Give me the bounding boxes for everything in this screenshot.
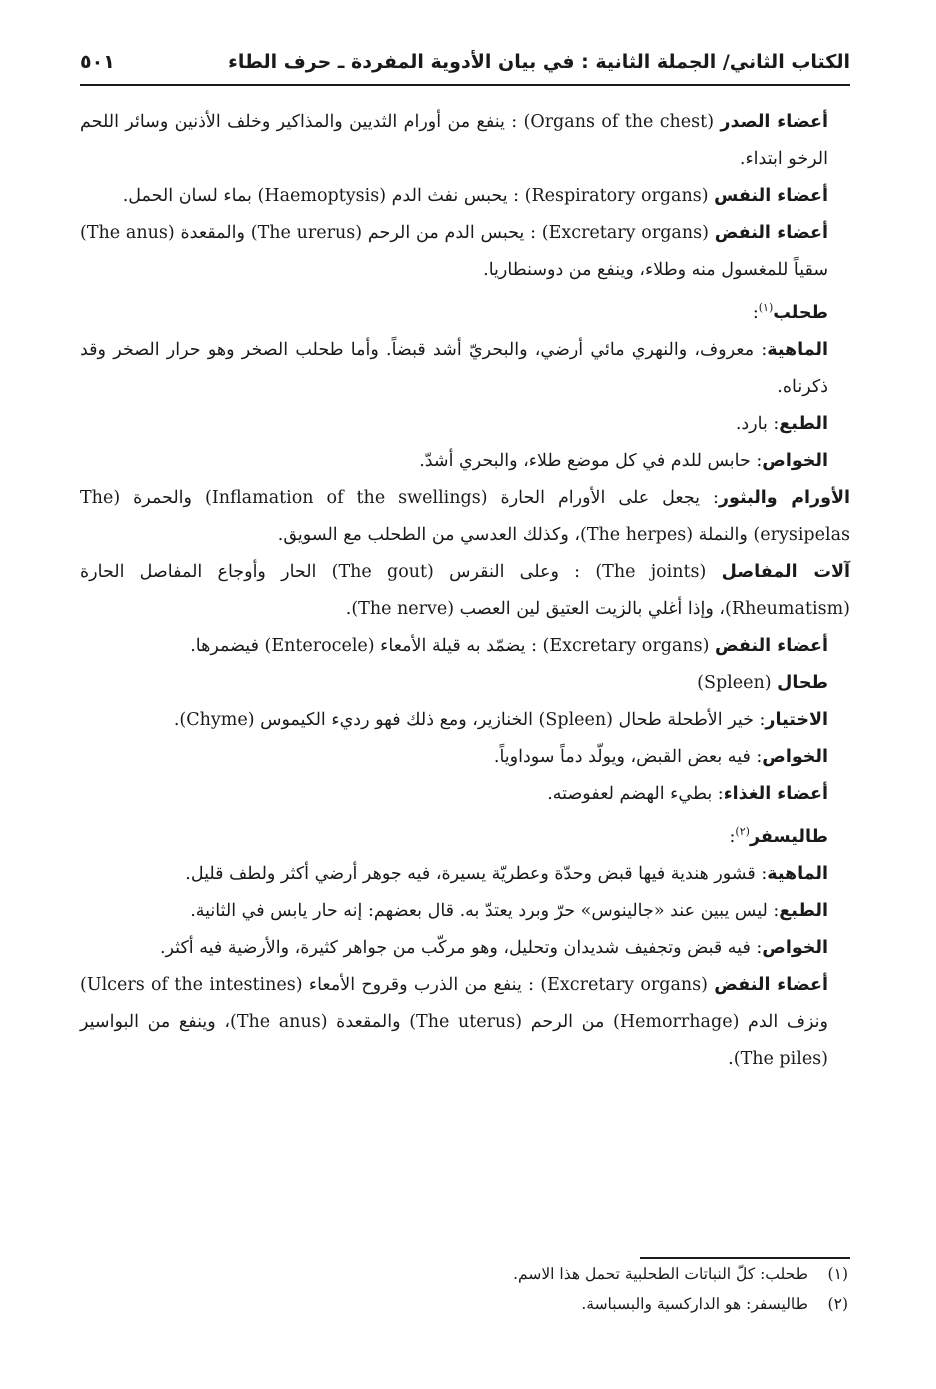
entry-text: (Spleen) <box>697 672 778 693</box>
entry-label: أعضاء النفض <box>714 974 829 995</box>
entry-label: الأورام والبثور <box>718 487 850 508</box>
paragraph <box>80 893 850 930</box>
entry-label: أعضاء النفض <box>714 223 828 243</box>
entry-text: : معروف، والنهري مائي أرضي، والبحريّ أشد قبضاً. وأما طحلب الصخر وهو حرار الصخر وقد ذكرناه. <box>80 339 828 397</box>
paragraph <box>80 930 850 967</box>
paragraph <box>80 289 850 332</box>
entry-text: : بطيء الهضم لعفوصته. <box>547 783 724 804</box>
footnote-text: : كلّ النباتات الطحلبية تحمل هذا الاسم. <box>513 1265 766 1283</box>
footnote <box>80 1289 850 1319</box>
entry-label: آلات المفاصل <box>721 561 851 582</box>
entry-text: : <box>729 826 736 847</box>
entry-text: : <box>752 302 759 323</box>
footnote-ref: (١) <box>758 301 774 314</box>
paragraph <box>80 702 850 739</box>
entry-text: : ليس يبين عند «جالينوس» حرّ وبرد يعتدّ به. قال بعضهم: إنه حار يابس في الثانية. <box>190 900 780 921</box>
entry-text: : يجعل على الأورام الحارة (Inflamation of the swellings) والحمرة (The erysipelas) والنملة (The herpes)، وكذلك العدسي من الطحلب مع السويق. <box>80 487 850 545</box>
footnote-label: طاليسفر <box>751 1295 808 1313</box>
footnote-text: : هو الداركسية والبسباسة. <box>581 1295 752 1313</box>
entry-text: : بارد. <box>735 413 780 434</box>
footnote-number: (١) <box>827 1265 848 1283</box>
paragraph <box>80 776 850 813</box>
entry-label: طحال <box>777 672 828 693</box>
footnote <box>80 1259 850 1289</box>
paragraph <box>80 178 850 215</box>
paragraph <box>80 443 850 480</box>
paragraph <box>80 480 850 554</box>
paragraph <box>80 739 850 776</box>
paragraph <box>80 104 850 178</box>
entry-text: : فيه بعض القبض، ويولّد دماً سوداوياً. <box>493 746 763 767</box>
paragraph <box>80 967 850 1078</box>
entry-label: طحلب <box>773 302 828 323</box>
footnotes <box>80 1257 850 1319</box>
entry-label: الخواص <box>762 746 828 767</box>
entry-text: : قشور هندية فيها قبض وحدّة وعطريّة يسيرة، فيه جوهر أرضي أكثر ولطف قليل. <box>185 863 768 884</box>
entry-text: (The joints) : وعلى النقرس (The gout) الحار وأوجاع المفاصل الحارة (Rheumatism)، وإذا أغلي بالزيت العتيق لين العصب (The nerve). <box>80 561 850 619</box>
entry-text: : حابس للدم في كل موضع طلاء، والبحري أشدّ. <box>419 450 763 471</box>
footnote-ref: (٢) <box>735 824 750 838</box>
book-page <box>80 0 850 1389</box>
page-header <box>80 40 850 86</box>
entry-label: الاختيار <box>765 709 828 730</box>
entry-label: أعضاء النفض <box>715 635 828 656</box>
paragraph <box>80 628 850 665</box>
paragraph <box>80 406 850 443</box>
entry-label: الماهية <box>767 339 828 360</box>
footnote-number: (٢) <box>827 1295 848 1313</box>
entry-label: أعضاء الغذاء <box>723 783 828 804</box>
paragraph <box>80 554 850 628</box>
entry-label: الخواص <box>762 450 828 471</box>
entry-label: الماهية <box>767 863 828 884</box>
entry-text: (Organs of the chest) : ينفع من أورام الثديين والمذاكير وخلف الأذنين وسائر اللحم الرخو ابتداء. <box>80 112 828 169</box>
entry-text: (Excretary organs) : يضمّد به قيلة الأمعاء (Enterocele) فيضمرها. <box>190 635 715 656</box>
entry-label: الطبع <box>779 413 828 434</box>
entry-text: (Respiratory organs) : يحبس نفث الدم (Haemoptysis) بماء لسان الحمل. <box>122 186 715 206</box>
entry-text: : فيه قبض وتجفيف شديدان وتحليل، وهو مركّب من جواهر كثيرة، والأرضية فيه أكثر. <box>159 937 763 958</box>
entry-label: الخواص <box>762 937 828 958</box>
paragraph <box>80 856 850 893</box>
paragraph <box>80 215 850 289</box>
entry-label: أعضاء النفس <box>714 186 828 206</box>
running-title: الكتاب الثاني/ الجملة الثانية : في بيان الأدوية المفردة ـ حرف الطاء <box>228 51 850 73</box>
entry-text: (Excretary organs) : يحبس الدم من الرحم (The urerus) والمقعدة (The anus) سقياً للمغسول منه وطلاء، وينفع من دوسنطاريا. <box>80 223 828 280</box>
paragraph <box>80 332 850 406</box>
page-number: ٥٠١ <box>80 51 115 73</box>
paragraph <box>80 665 850 702</box>
page-body <box>80 104 850 1078</box>
entry-text: : خير الأطحلة طحال (Spleen) الخنازير، ومع ذلك فهو رديء الكيموس (Chyme). <box>173 709 766 730</box>
footnote-label: طحلب <box>765 1265 808 1283</box>
entry-text: (Excretary organs) : ينفع من الذرب وقروح الأمعاء (Ulcers of the intestines) ونزف الدم (Hemorrhage) من الرحم (The uterus) والمقعدة (The anus)، وينفع من البواسير (The piles). <box>80 974 828 1069</box>
entry-label: طاليسفر <box>749 826 828 847</box>
paragraph <box>80 813 850 856</box>
entry-label: أعضاء الصدر <box>720 112 829 132</box>
entry-label: الطبع <box>779 900 828 921</box>
